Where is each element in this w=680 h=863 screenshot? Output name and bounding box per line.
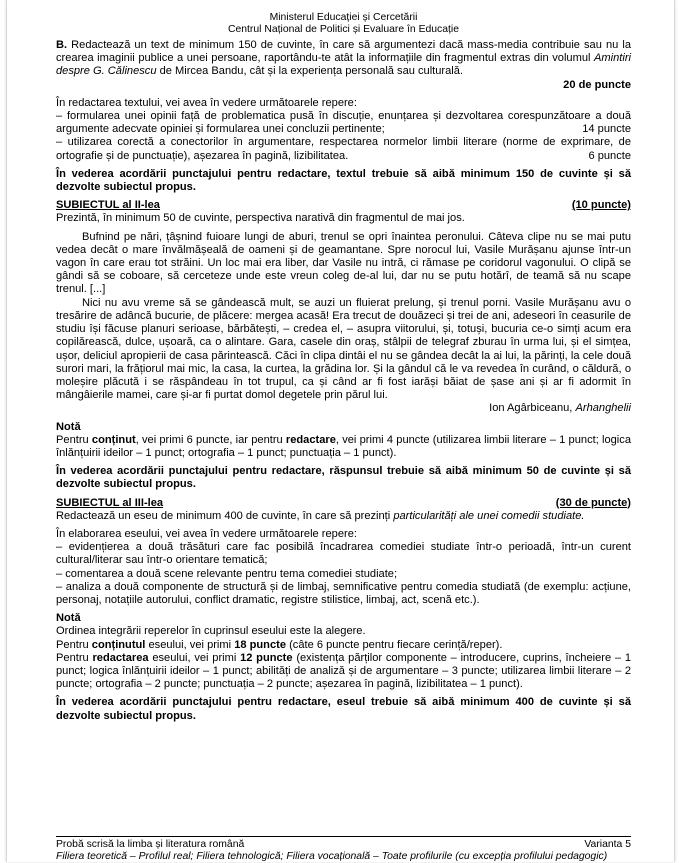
exam-page (56, 12, 631, 723)
excerpt-paragraph-1: Bufnind pe nări, țâșnind fuioare lungi de aburi, trenul se opri înaintea peronului. Câteva clipe nu se mai putu vedea decât o mare învălmășeală de oameni și de geamantane. Spre norocul lui, Vasile Murășanu ajunse într-un vagon în care erau tot străini. Un loc mai era liber, dar Vasile nu intră, ci rămase pe coridorul vagonului. O clipă se gândi să se coboare, să cerceteze unde este vreun coleg de-al lui, dar nu se putu hotărî, de teamă să nu scape trenul. [...] (56, 230, 631, 296)
subject3-redact: Pentru redactarea eseului, vei primi 12 puncte (existența părților componente – introducere, cuprins, încheiere – 1 punct; logica înlănțuirii ideilor – 1 punct; abilități de analiză și de argumentare – 3 puncte; utilizarea limbii literare – 2 puncte; ortografia – 2 puncte; punctuația – 2 puncte; așezarea în pagină, lizibilitatea – 1 punct). (56, 651, 631, 691)
partb-label: B. (56, 39, 68, 51)
footer-variant: Varianta 5 (584, 839, 631, 850)
subject3-task: Redactează un eseu de minimum 400 de cuvinte, în care să prezinți particularități ale unei comedii studiate. (56, 509, 585, 522)
subject2-heading: SUBIECTUL al II-lea (10 puncte) (56, 199, 631, 212)
subject3-intro: În elaborarea eseului, vei avea în vedere următoarele repere: (56, 527, 357, 540)
subject3-req1: – evidențierea a două trăsături care fac posibilă încadrarea comediei studiate într-o perioadă, într-un curent cultural/literar sau într-o orientare tematică; (56, 541, 631, 567)
partb-req1: – formularea unei opinii față de problematica pusă în discuție, enunțarea și dezvoltarea corespunzătoare a două argumente adecvate opiniei și formularea unei concluzii pertinente; (56, 110, 631, 136)
partb-req2-points: 6 puncte (588, 149, 631, 162)
partb-intro: În redactarea textului, vei avea în vedere următoarele repere: (56, 96, 357, 109)
subject3-order: Ordinea integrării reperelor în cuprinsul eseului este la alegere. (56, 625, 366, 638)
subject3-note-title: Notă (56, 612, 81, 625)
partb-task: B. Redactează un text de minimum 150 de cuvinte, în care să argumentezi dacă mass-media contribuie sau nu la crearea imaginii publice a unei persoane, raportându-te atât la informațiile din fragmentul extras din volumul Amintiri despre G. Călinescu de Mircea Bandu, cât și la experiența personală sau culturală. (56, 39, 631, 78)
subject2-task: Prezintă, în minimum 50 de cuvinte, perspectiva narativă din fragmentul de mai jos. (56, 212, 465, 225)
center-name: Centrul Național de Politici și Evaluare în Educație (227, 24, 460, 35)
source-title: Amintiri despre G. Călinescu (56, 52, 631, 78)
subject3-req2: – comentarea a două scene relevante pentru tema comediei studiate; (56, 567, 398, 580)
subject3-heading: SUBIECTUL al III-lea (30 de puncte) (56, 496, 631, 509)
page-header (56, 12, 631, 36)
subject3-rule: În vederea acordării punctajului pentru redactare, eseul trebuie să aibă minimum 400 de cuvinte și să dezvolte subiectul propus. (56, 696, 631, 722)
subject2-note: Pentru conținut, vei primi 6 puncte, iar pentru redactare, vei primi 4 puncte (utilizarea limbii literare – 1 punct; logica înlănțuirii ideilor – 1 punct; ortografia – 1 punct; punctuația – 1 punct). (56, 433, 631, 459)
subject2-rule: În vederea acordării punctajului pentru redactare, răspunsul trebuie să aibă minimum 50 de cuvinte și să dezvolte subiectul propus. (56, 465, 631, 491)
subject3-content: Pentru conținutul eseului, vei primi 18 puncte (câte 6 puncte pentru fiecare cerință/reper). (56, 638, 503, 651)
page-footer (56, 836, 631, 863)
subject2-note-title: Notă (56, 420, 81, 433)
partb-req1-points: 14 puncte (582, 123, 631, 136)
ministry-name: Ministerul Educației și Cercetării (269, 12, 418, 23)
partb-rule: În vederea acordării punctajului pentru redactare, textul trebuie să aibă minimum 150 de cuvinte și să dezvolte subiectul propus. (56, 167, 631, 194)
partb-req2: – utilizarea corectă a conectorilor în argumentare, respectarea normelor limbii literare (norme de exprimare, de ortografie și de punctuație), așezarea în pagină, lizibilitatea. (56, 136, 631, 162)
subject3-req3: – analiza a două componente de structură și de limbaj, semnificative pentru comedia studiată (de exemplu: acțiune, personaj, notațiile autorului, conflict dramatic, registre stilistice, limbaj, act, scenă etc.). (56, 580, 631, 606)
footer-profiles: Filiera teoretică – Profilul real; Filiera tehnologică; Filiera vocațională – Toate profilurile (cu excepția profilului pedagogic) (56, 851, 608, 862)
partb-points: 20 de puncte (563, 78, 631, 91)
excerpt-paragraph-2: Nici nu avu vreme să se gândească mult, se auzi un fluierat prelung, și trenul porni. Vasile Murășanu avu o tresărire de adâncă bucurie, de plăcere: mergea acasă! Era trecut de douăzeci și trei de ani, adeseori în ceasurile de studiu își făcuse planuri serioase, bărbătești, – credea el, – asupra viitorului, și, totuși, bucuria ce-o simți acum era copilărească, dulce, ușoară, ca o alintare. Gara, casele din oraș, stâlpii de telegraf zburau în urma lui, și el simțea, ușor, deliciul apropierii de casa părintească. Căci în clipa dintâi el nu se gândea decât la ai lui, la părinți, la cele două surori mari, la frățiorul mai mic, la casa, la curtea, la grădina lor. Și la gândul că le va revedea în curând, o căldură, o moleșire plăcută i se răspândeau în tot trupul, ca și când ar fi fost iarăși băiat de șase ani și ar fi adormit în mângâierile mamei, care și-ar fi purtat domol degetele prin părul lui. (56, 296, 631, 402)
excerpt-source: Ion Agârbiceanu, Arhanghelii (489, 402, 631, 415)
footer-exam: Probă scrisă la limba și literatura română (56, 839, 245, 850)
